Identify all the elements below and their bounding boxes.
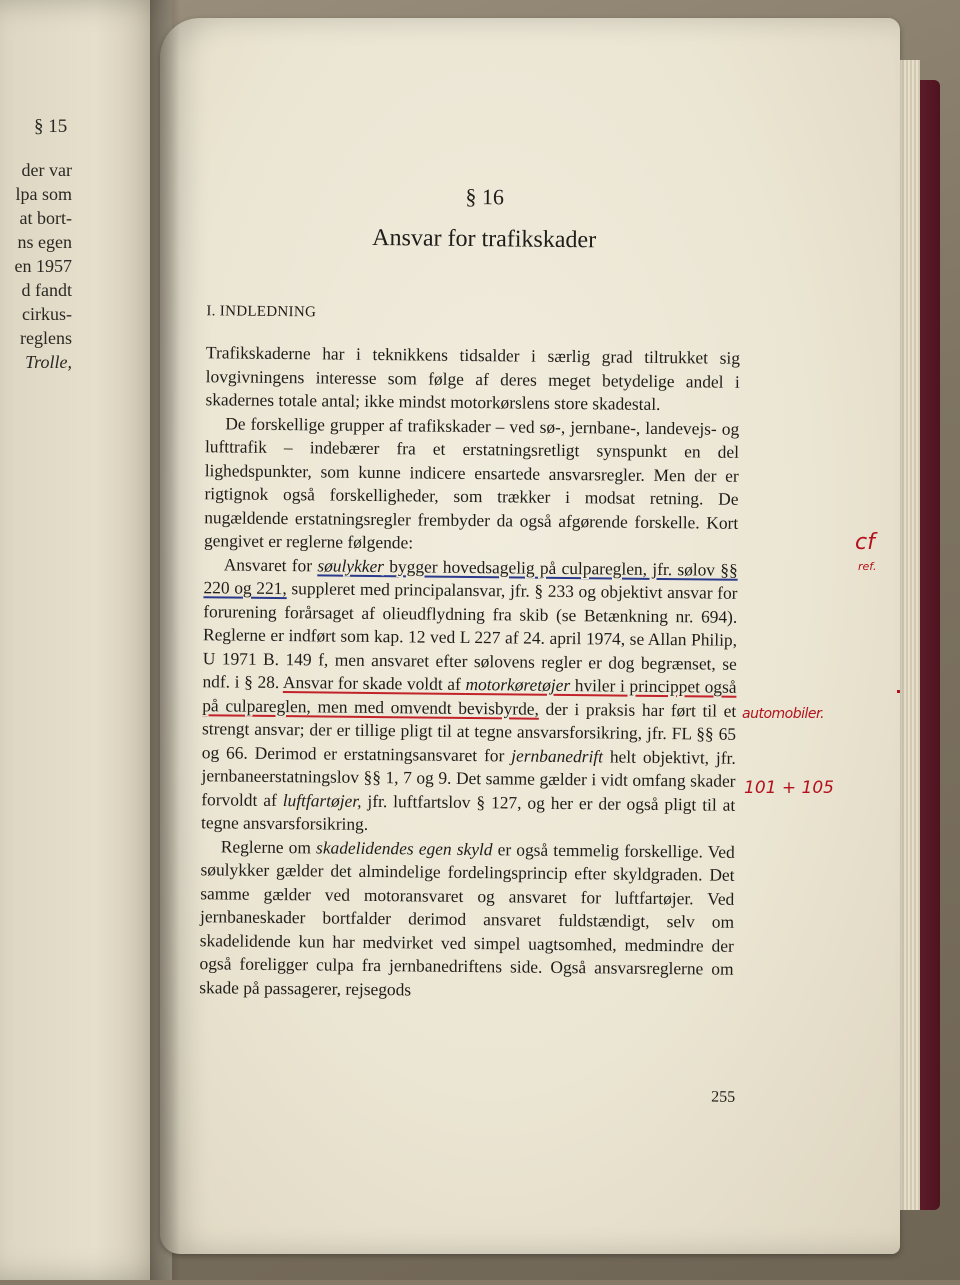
section-title: Ansvar for trafikskader <box>372 224 597 254</box>
left-page-section-number: § 15 <box>34 116 68 137</box>
left-page-fragment: en 1957 <box>14 256 72 276</box>
text-run: Ansvaret for <box>223 553 318 575</box>
left-page-fragment: der var <box>21 160 72 180</box>
body-text <box>199 341 740 1005</box>
left-page-fragment: ns egen <box>17 232 72 252</box>
left-page-fragment: at bort- <box>19 208 72 228</box>
italic-term: søulykker <box>317 554 385 576</box>
left-page-fragment: lpa som <box>15 184 72 204</box>
left-page-fragment: reglens <box>20 328 72 348</box>
italic-term: motorkøretøjer <box>465 673 571 696</box>
italic-term: jernbanedrift <box>511 744 604 766</box>
handwritten-note-paragraphs: 101 + 105 <box>744 778 834 798</box>
handwritten-note-automobiler: automobiler. <box>742 706 824 722</box>
pen-mark <box>897 690 900 693</box>
chapter-label: I. INDLEDNING <box>206 303 317 321</box>
text-run: helt objektivt, jfr. jernbaneerstatningslov §§ 1, 7 og 9. Det samme gælder i vidt omfang skader forvoldt af <box>201 745 736 810</box>
paragraph-own-fault <box>199 835 735 1005</box>
handwritten-note-ref: ref. <box>858 560 877 573</box>
page-number: 255 <box>711 1088 736 1106</box>
text-run: bygger hovedsagelig på culpareglen, jfr. sølov §§ 220 og 221, <box>203 555 738 599</box>
italic-term: skadelidendes egen skyld <box>316 836 493 859</box>
text-run: jfr. luftfartslov § 127, og her er der også pligt til at tegne ansvarsforsikring. <box>200 790 736 834</box>
text-run: hviler i princippet også på culpareglen, men med omvendt bevisbyrde, <box>202 675 737 719</box>
text-run: Ansvar for skade voldt af <box>282 672 466 694</box>
handwritten-note-cf: cf <box>855 530 875 555</box>
left-page-fragment: cirkus- <box>22 304 72 324</box>
text-run: Reglerne om <box>220 835 317 857</box>
left-page-fragment: Trolle, <box>25 352 72 372</box>
paragraph-liability <box>201 553 738 841</box>
section-number: § 16 <box>465 183 505 210</box>
paragraph-intro: Trafikskaderne har i teknikkens tidsalder i særlig grad tiltrukket sig lovgivningens interesse som følge af deres meget betydelige andel i skadernes totale antal; ikke mindst motorkørslens store skadestal. <box>205 342 741 414</box>
italic-term: luftfartøjer, <box>282 789 362 811</box>
left-page-fragment: d fandt <box>21 280 72 300</box>
text-run: suppleret med principalansvar, jfr. § 233 og objektivt ansvar for forurening forårsaget af olieudflydning fra skib (se Betænkning nr. 694). Reglerne er indført som kap. 12 ved L 227 af 24. april 1974, se Allan Philip, U 1971 B. 149 f, men ansvaret efter sølovens regler er dog begrænset, se ndf. i § 28. <box>202 578 738 693</box>
text-run: er også temmelig forskellige. Ved søulykker gælder det almindelige fordelingsprincip efter skyldgraden. Det samme gælder ved motoransvaret og ansvaret for luftfartøjer. Ved jernbaneskader bortfalder derimod ansvaret fuldstændigt, selv om skadelidende kun har medvirket ved simpel uagtsomhed, medmindre der også foreligger culpa fra jernbanedriftens side. Også ansvarsreglerne om skade på passagerer, rejsegods <box>199 838 735 999</box>
paragraph-groups: De forskellige grupper af trafikskader – ved sø-, jernbane-, landevejs- og lufttrafik – indebærer fra et erstatningsretligt synspunkt en del lighedspunkter, som kunne indicere ensartede ansvarsregler. Men der er rigtignok også forskelligheder, som trækker i modsat retning. De nugældende erstatningsregler frembyder da også afgørende forskelle. Kort gengivet er reglerne følgende: <box>203 412 740 553</box>
text-run: der i praksis har ført til et strengt ansvar; der er tillige pligt til at tegne ansvarsforsikring, jfr. FL §§ 65 og 66. Derimod er erstatningsansvaret for <box>201 698 737 765</box>
